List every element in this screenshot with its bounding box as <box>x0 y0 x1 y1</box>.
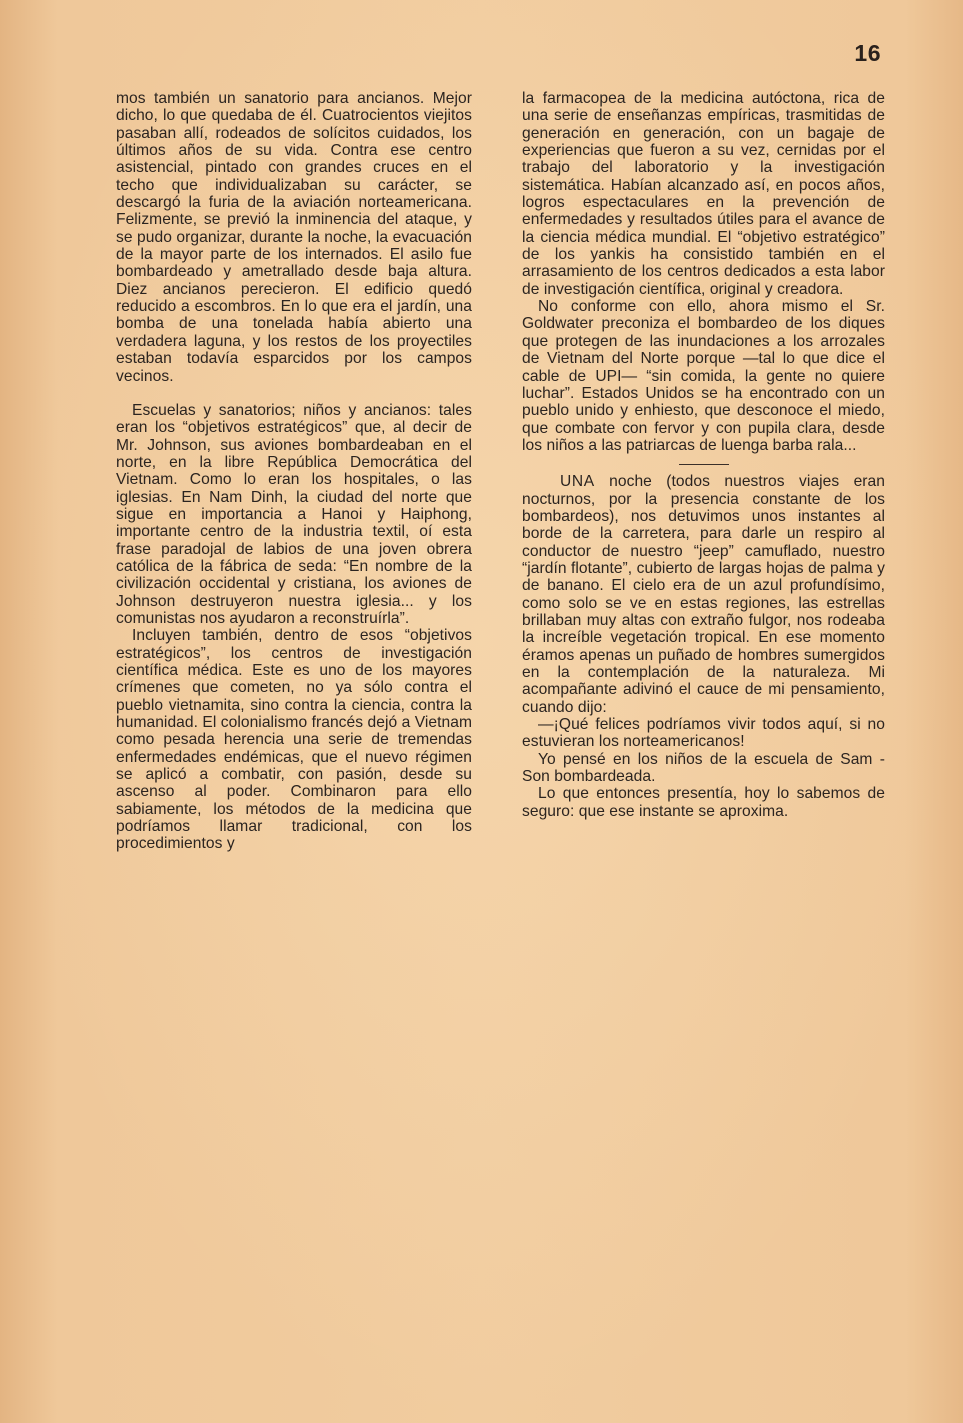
paragraph: Lo que entonces presentía, hoy lo sabemos de seguro: que ese instante se aproxima. <box>522 785 885 820</box>
paragraph: mos también un sanatorio para ancianos. Mejor dicho, lo que quedaba de él. Cuatrocientos viejitos pasaban allí, rodeados de solícitos cuidados, los últimos años de su vida. Contra ese centro asistencial, pintado con grandes cruces en el techo que individualizaban su carácter, se descargó la furia de la aviación norteamericana. Felizmente, se previó la inminencia del ataque, y se pudo organizar, durante la noche, la evacuación de la mayor parte de los internados. El asilo fue bombardeado y ametrallado desde baja altura. Diez ancianos perecieron. El edificio quedó reducido a escombros. En lo que era el jardín, una bomba de una tonelada había abierto una verdadera laguna, y los restos de los proyectiles estaban todavía esparcidos por los campos vecinos. <box>116 90 472 385</box>
page-number: 16 <box>854 40 881 66</box>
paragraph: Yo pensé en los niños de la escuela de Sam - Son bombardeada. <box>522 750 885 786</box>
paragraph: —¡Qué felices podríamos vivir todos aquí, si no estuvieran los norteamericanos! <box>522 716 885 751</box>
paragraph-text: noche (todos nuestros viajes eran nocturnos, por la presencia constante de los bombardeos), nos detuvimos unos instantes al borde de la carretera, para darle un respiro al conductor de nuestro “jeep” camuflado, nuestro “jardín flotante”, cubierto de largas hojas de palma y de banano. El cielo era de un azul profundísimo, como solo se ve en estas regiones, las estrellas brillaban muy altas con extraño fulgor, nos rodeaba la increíble vegetación tropical. En ese momento éramos apenas un puñado de hombres sumergidos en la contemplación de la naturaleza. Mi acompañante adivinó el cauce de mi pensamiento, cuando dijo: <box>522 473 885 716</box>
paragraph: No conforme con ello, ahora mismo el Sr. Goldwater preconiza el bombardeo de los diques que protegen de las inundaciones a los arrozales de Vietnam del Norte porque —tal lo que dice el cable de UPI— “sin comida, la gente no quiere luchar”. Estados Unidos se ha encontrado con un pueblo unido y enhiesto, que desconoce el miedo, que combate con fervor y con pupila clara, desde los niños a las patriarcas de luenga barba rala... <box>522 298 885 454</box>
left-column <box>116 90 472 853</box>
section-divider <box>679 464 729 465</box>
paragraph: Escuelas y sanatorios; niños y ancianos: tales eran los “objetivos estratégicos” que, al decir de Mr. Johnson, sus aviones bombardeaban en el norte, en la libre República Democrática del Vietnam. Como lo eran los hospitales, o las iglesias. En Nam Dinh, la ciudad del norte que sigue en importancia a Hanoi y Haiphong, importante centro de la industria textil, oí esta frase paradojal de labios de una joven obrera católica de la fábrica de seda: “En nombre de la civilización occidental y cristiana, los aviones de Johnson destruyeron nuestra iglesia... y los comunistas nos ayudaron a reconstruírla”. <box>116 401 472 627</box>
right-column <box>522 90 885 820</box>
small-caps-lead: UNA <box>560 473 595 491</box>
paragraph-section-start <box>522 473 885 716</box>
paragraph: la farmacopea de la medicina autóctona, rica de una serie de enseñanzas empíricas, trasmitidas de generación en generación, con un bagaje de experiencias que fueron a su vez, cernidas por el trabajo del laboratorio y la investigación sistemática. Habían alcanzado así, en pocos años, logros espectaculares en la prevención de enfermedades y resultados útiles para el avance de la ciencia médica mundial. El “objetivo estratégico” de los yankis ha consistido también en el arrasamiento de los centros dedicados a esta labor de investigación científica, original y creadora. <box>522 90 885 298</box>
paragraph: Incluyen también, dentro de esos “objetivos estratégicos”, los centros de investigación científica médica. Este es uno de los mayores crímenes que cometen, no ya sólo contra el pueblo vietnamita, sino contra la ciencia, contra la humanidad. El colonialismo francés dejó a Vietnam como pesada herencia una serie de tremendas enfermedades endémicas, que el nuevo régimen se aplicó a combatir, con pasión, desde su ascenso al poder. Combinaron para ello sabiamente, los métodos de la medicina que podríamos llamar tradicional, con los procedimientos y <box>116 627 472 853</box>
